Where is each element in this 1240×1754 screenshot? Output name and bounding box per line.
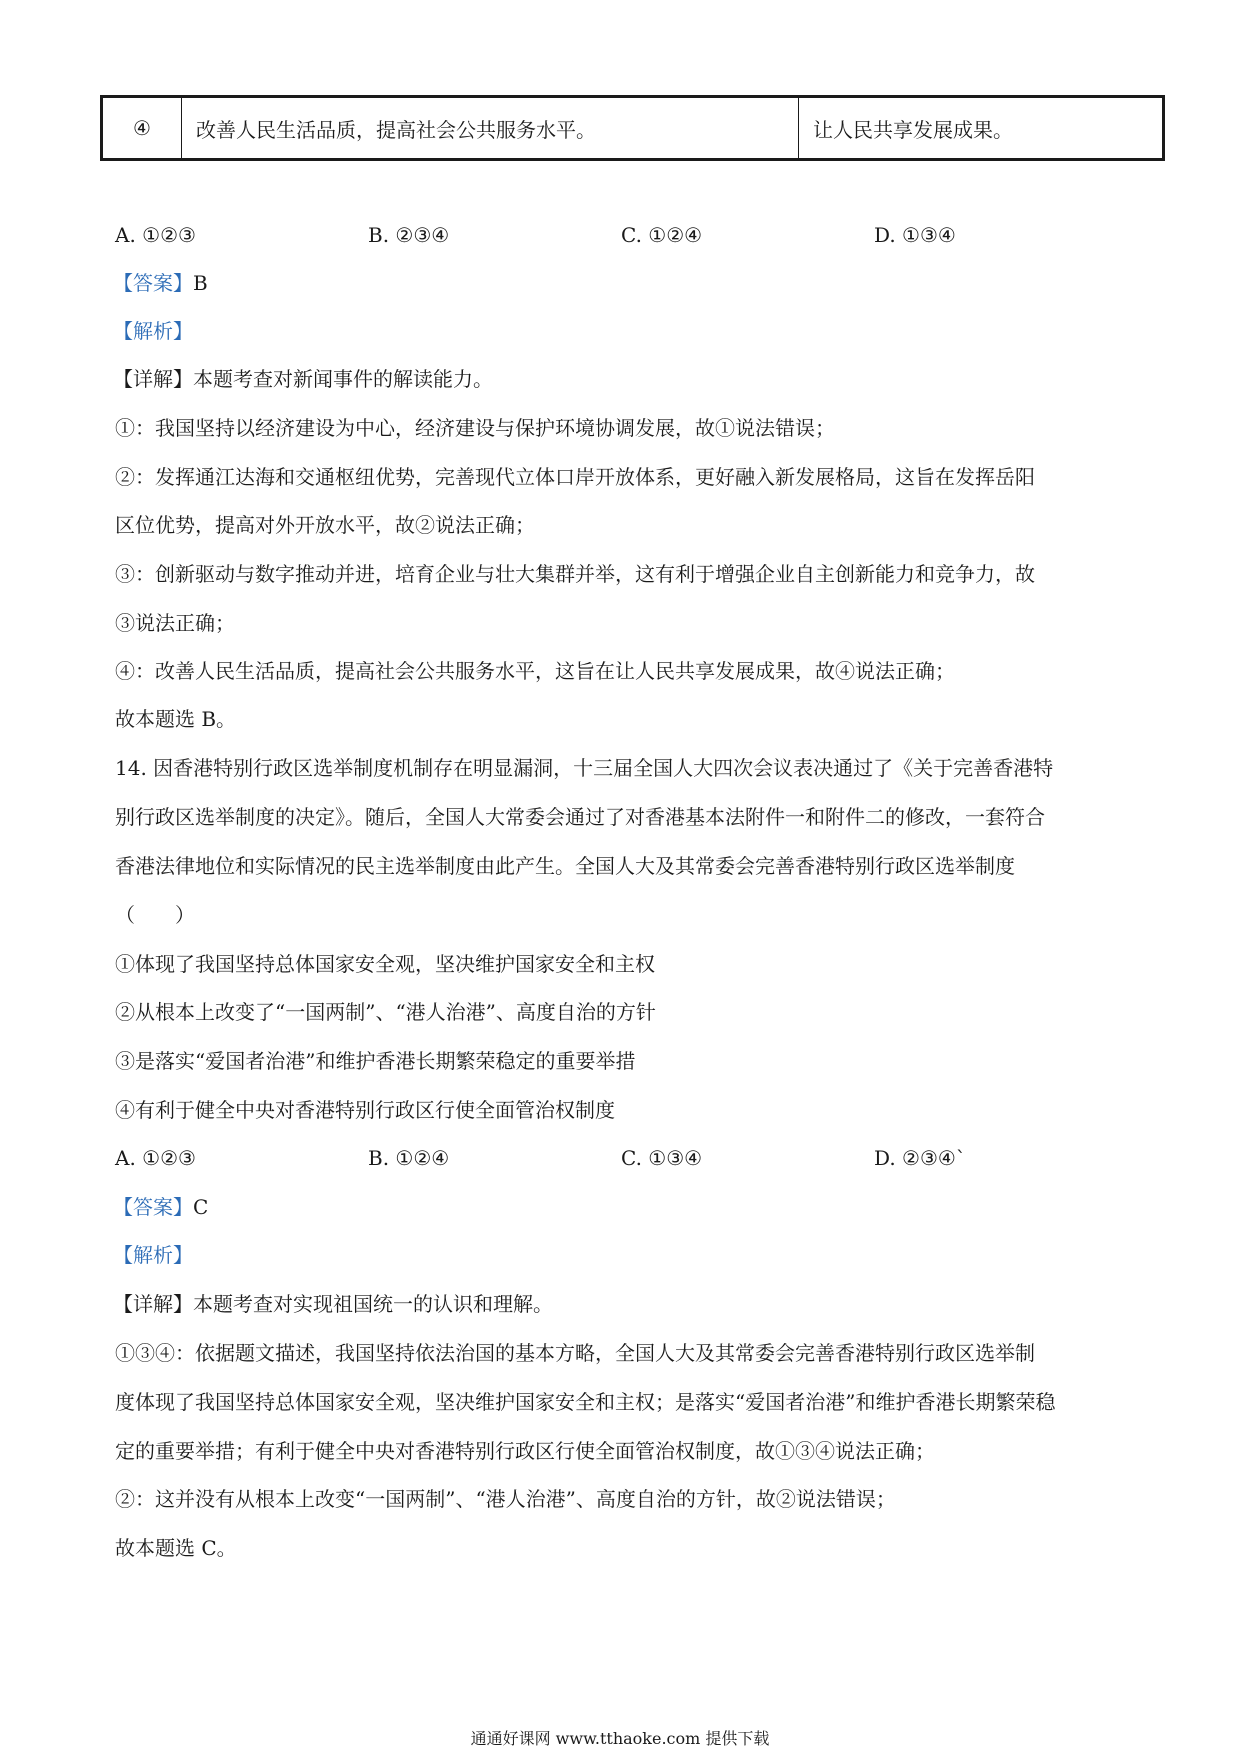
q13-line-6: ④：改善人民生活品质，提高社会公共服务水平，这旨在让人民共享发展成果，故④说法正确；: [115, 659, 955, 683]
q14-option-2: ②从根本上改变了“一国两制”、“港人治港”、高度自治的方针: [115, 1000, 656, 1024]
q14-stem-3: 香港法律地位和实际情况的民主选举制度由此产生。全国人大及其常委会完善香港特别行政区选举制度: [115, 854, 1015, 878]
q13-detail: [113, 364, 493, 394]
q13-line-7: 故本题选 B。: [115, 707, 237, 731]
analysis-tag: 【解析】: [113, 319, 193, 343]
q14-stem-4: （ ）: [115, 903, 195, 927]
q14-analysis: [113, 1240, 193, 1270]
analysis-tag: 【解析】: [113, 1243, 193, 1267]
q14-stem-2: 别行政区选举制度的决定》。随后，全国人大常委会通过了对香港基本法附件一和附件二的修改，一套符合: [115, 805, 1045, 829]
measure-cell: 改善人民生活品质，提高社会公共服务水平。: [182, 97, 799, 160]
options-table: [100, 95, 1165, 161]
q13-choice-c: C. ①②④: [621, 223, 703, 247]
q14-line-1: ①③④：依据题文描述，我国坚持依法治国的基本方略，全国人大及其常委会完善香港特别行政区选举制: [115, 1341, 1035, 1365]
q13-line-5: ③说法正确；: [115, 611, 235, 635]
page-footer: 通通好课网 www.tthaoke.com 提供下载: [470, 1729, 770, 1748]
q14-choice-d: D. ②③④`: [874, 1146, 966, 1170]
q13-choice-d: D. ①③④: [874, 223, 956, 247]
answer-tag: 【答案】: [113, 271, 193, 295]
q14-line-2: 度体现了我国坚持总体国家安全观，坚决维护国家安全和主权；是落实“爱国者治港”和维护香港长期繁荣稳: [115, 1390, 1056, 1414]
q14-line-4: ②：这并没有从根本上改变“一国两制”、“港人治港”、高度自治的方针，故②说法错误；: [115, 1487, 896, 1511]
q14-line-3: 定的重要举措；有利于健全中央对香港特别行政区行使全面管治权制度，故①③④说法正确；: [115, 1439, 935, 1463]
row-number: ④: [102, 97, 182, 160]
q14-option-4: ④有利于健全中央对香港特别行政区行使全面管治权制度: [115, 1098, 615, 1122]
q14-choice-b: B. ①②④: [368, 1146, 450, 1170]
q14-detail: [113, 1289, 553, 1319]
detail-text: 本题考查对新闻事件的解读能力。: [193, 367, 493, 391]
detail-tag: 【详解】: [113, 1292, 193, 1316]
q14-choice-c: C. ①③④: [621, 1146, 703, 1170]
table-row: [102, 97, 1164, 160]
answer-value: C: [193, 1195, 209, 1219]
q14-answer: [113, 1192, 208, 1222]
detail-text: 本题考查对实现祖国统一的认识和理解。: [193, 1292, 553, 1316]
purpose-cell: 让人民共享发展成果。: [799, 97, 1164, 160]
q13-line-4: ③：创新驱动与数字推动并进，培育企业与壮大集群并举，这有利于增强企业自主创新能力和竞争力，故: [115, 562, 1035, 586]
q14-option-3: ③是落实“爱国者治港”和维护香港长期繁荣稳定的重要举措: [115, 1049, 636, 1073]
answer-value: B: [193, 271, 208, 295]
detail-tag: 【详解】: [113, 367, 193, 391]
q14-option-1: ①体现了我国坚持总体国家安全观，坚决维护国家安全和主权: [115, 952, 655, 976]
q14-stem-1: 14. 因香港特别行政区选举制度机制存在明显漏洞，十三届全国人大四次会议表决通过了《关于完善香港特: [115, 756, 1054, 780]
q13-line-1: ①：我国坚持以经济建设为中心，经济建设与保护环境协调发展，故①说法错误；: [115, 416, 835, 440]
q14-choices: [115, 1143, 1115, 1173]
q13-line-3: 区位优势，提高对外开放水平，故②说法正确；: [115, 513, 535, 537]
q14-choice-a: A. ①②③: [115, 1146, 196, 1170]
q13-choice-a: A. ①②③: [115, 223, 196, 247]
q13-choice-b: B. ②③④: [368, 223, 450, 247]
q13-answer: [113, 268, 208, 298]
answer-tag: 【答案】: [113, 1195, 193, 1219]
q13-line-2: ②：发挥通江达海和交通枢纽优势，完善现代立体口岸开放体系，更好融入新发展格局，这旨在发挥岳阳: [115, 465, 1035, 489]
q13-choices: [115, 220, 1115, 250]
q13-analysis: [113, 316, 193, 346]
q14-line-5: 故本题选 C。: [115, 1536, 237, 1560]
